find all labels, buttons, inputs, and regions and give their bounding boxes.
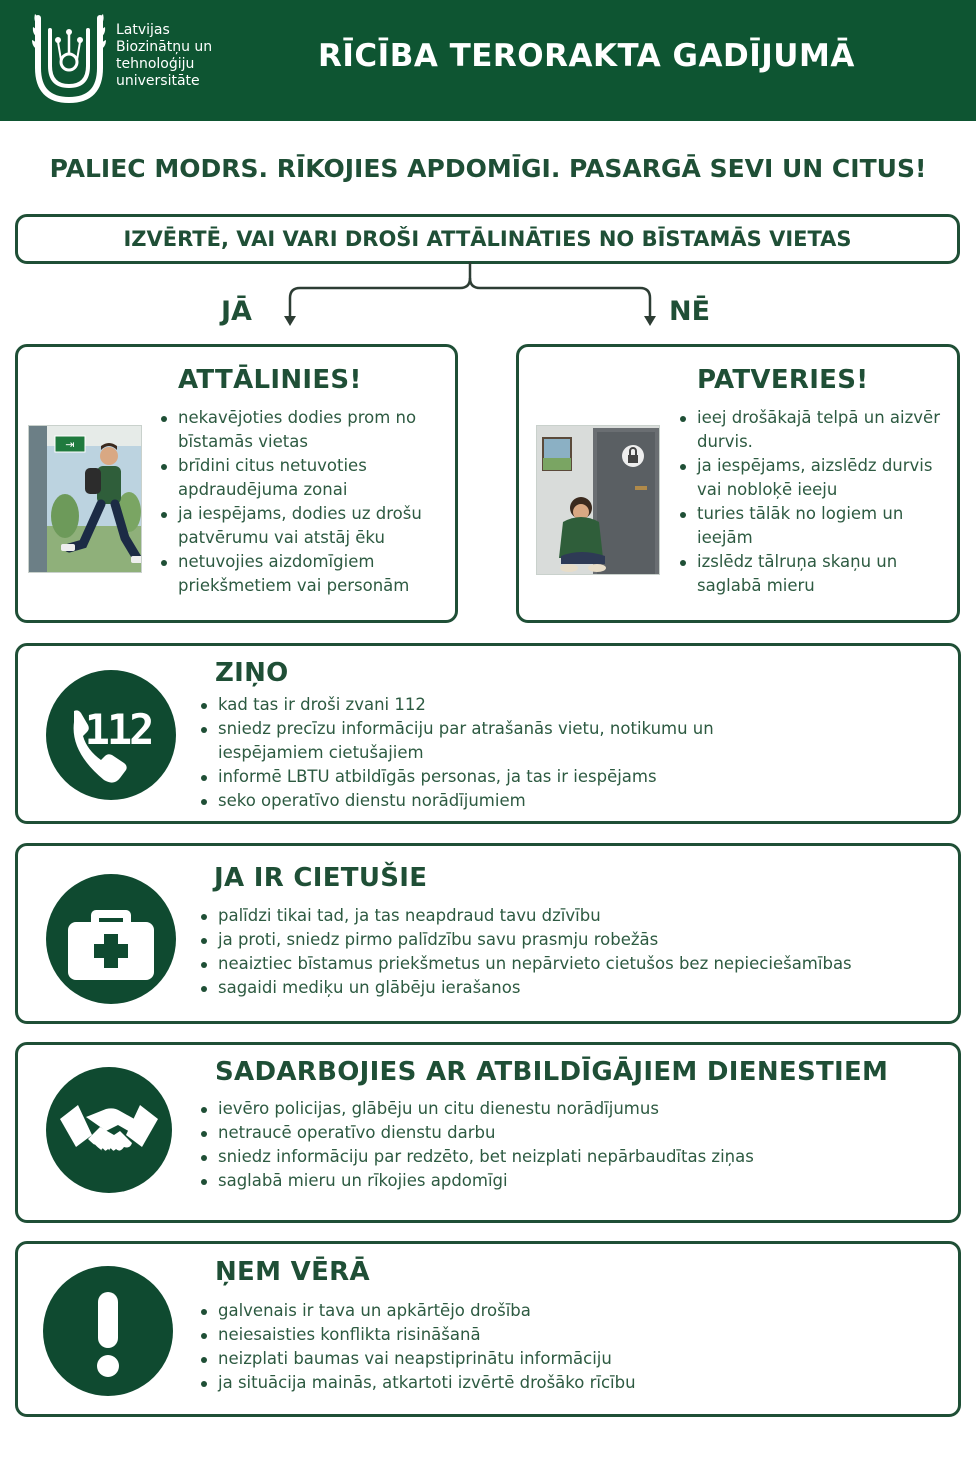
list-item: ja proti, sniedz pirmo palīdzību savu prasmju robežās: [198, 928, 948, 952]
injured-title: JA IR CIETUŠIE: [214, 863, 428, 893]
branch-arrows: [270, 262, 670, 332]
shelter-card: [516, 344, 960, 623]
running-person-icon: [29, 426, 142, 573]
list-item: netraucē operatīvo dienstu darbu: [198, 1121, 948, 1145]
slogan: PALIEC MODRS. RĪKOJIES APDOMĪGI. PASARGĀ SEVI UN CITUS!: [49, 154, 927, 183]
list-item: informē LBTU atbildīgās personas, ja tas ir iespējams: [198, 765, 758, 789]
note-card: [15, 1241, 961, 1417]
list-item: sniedz precīzu informāciju par atrašanās vietu, notikumu un iespējamiem cietušajiem: [198, 717, 758, 765]
report-card: [15, 643, 961, 824]
evacuate-title: ATTĀLINIES!: [178, 365, 362, 395]
list-item: neaiztiec bīstamus priekšmetus un nepārvieto cietušos bez nepieciešamības: [198, 952, 948, 976]
list-item: nekavējoties dodies prom no bīstamās vietas: [158, 406, 448, 454]
list-item: galvenais ir tava un apkārtējo drošība: [198, 1299, 948, 1323]
list-item: kad tas ir droši zvani 112: [198, 693, 758, 717]
evacuate-illustration: [28, 425, 142, 573]
svg-text:⇥: ⇥: [65, 438, 75, 451]
list-item: turies tālāk no logiem un ieejām: [677, 502, 952, 550]
cooperate-title: SADARBOJIES AR ATBILDĪGĀJIEM DIENESTIEM: [215, 1057, 889, 1087]
cooperate-card: [15, 1042, 961, 1223]
evacuate-list: [158, 406, 448, 598]
list-item: saglabā mieru un rīkojies apdomīgi: [198, 1169, 948, 1193]
report-title: ZIŅO: [215, 658, 289, 688]
cooperate-list: [198, 1097, 948, 1193]
shelter-title: PATVERIES!: [697, 365, 869, 395]
list-item: ja situācija mainās, atkartoti izvērtē drošāko rīcību: [198, 1371, 948, 1395]
exclamation-icon: [43, 1266, 173, 1396]
branch-yes-label: JĀ: [221, 296, 252, 327]
list-item: ja iespējams, aizslēdz durvis vai nobloķē ieeju: [677, 454, 952, 502]
icon-number: 112: [84, 705, 152, 754]
list-item: sagaidi mediķu un glābēju ierašanos: [198, 976, 948, 1000]
header-bar: [0, 0, 976, 121]
evacuate-card: [15, 344, 458, 623]
logo-line-1: Latvijas: [116, 22, 170, 38]
university-logo-icon: [32, 10, 106, 106]
logo-line-3: tehnoloģiju: [116, 56, 195, 72]
list-item: netuvojies aizdomīgiem priekšmetiem vai personām: [158, 550, 448, 598]
injured-list: [198, 904, 948, 1000]
list-item: palīdzi tikai tad, ja tas neapdraud tavu dzīvību: [198, 904, 948, 928]
list-item: ievēro policijas, glābēju un citu dienestu norādījumus: [198, 1097, 948, 1121]
phone-112-icon: [46, 670, 176, 800]
branch-no-label: NĒ: [669, 296, 711, 327]
report-list: [198, 693, 758, 813]
handshake-icon: [46, 1067, 172, 1193]
shelter-illustration: [536, 425, 660, 575]
university-name: [116, 22, 212, 90]
list-item: ja iespējams, dodies uz drošu patvērumu vai atstāj ēku: [158, 502, 448, 550]
logo-line-2: Biozinātņu un: [116, 39, 213, 55]
injured-card: [15, 843, 961, 1024]
list-item: seko operatīvo dienstu norādījumiem: [198, 789, 758, 813]
note-list: [198, 1299, 948, 1395]
list-item: izslēdz tālruņa skaņu un saglabā mieru: [677, 550, 952, 598]
list-item: sniedz informāciju par redzēto, bet neizplati nepārbaudītas ziņas: [198, 1145, 948, 1169]
list-item: brīdini citus netuvoties apdraudējuma zonai: [158, 454, 448, 502]
list-item: ieej drošākajā telpā un aizvēr durvis.: [677, 406, 952, 454]
page-title: RĪCĪBA TERORAKTA GADĪJUMĀ: [318, 38, 855, 74]
assess-box: IZVĒRTĒ, VAI VARI DROŠI ATTĀLINĀTIES NO BĪSTAMĀS VIETAS: [15, 214, 960, 264]
logo-line-4: universitāte: [116, 73, 200, 89]
first-aid-kit-icon: [46, 874, 176, 1004]
note-title: ŅEM VĒRĀ: [215, 1257, 370, 1287]
hiding-person-icon: [537, 426, 660, 575]
shelter-list: [677, 406, 952, 598]
list-item: neiesaisties konflikta risināšanā: [198, 1323, 948, 1347]
list-item: neizplati baumas vai neapstiprinātu informāciju: [198, 1347, 948, 1371]
